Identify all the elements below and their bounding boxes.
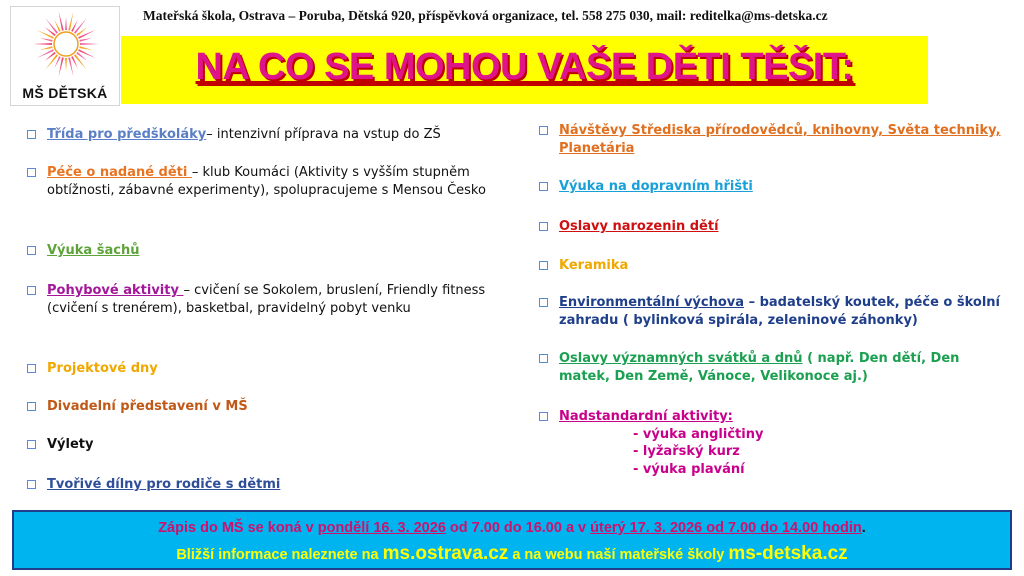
more-info-line: Bližší informace naleznete na ms.ostrava.cz a na webu naší mateřské školy ms-detska.cz	[176, 543, 848, 564]
checkbox-bullet-icon	[539, 298, 548, 307]
item-label: Oslavy narozenin dětí	[559, 219, 719, 234]
sun-ray	[68, 57, 73, 76]
checkbox-bullet-icon	[27, 402, 36, 411]
sun-ray	[74, 54, 87, 70]
sun-ray	[45, 54, 58, 70]
sun-ray	[45, 18, 58, 34]
list-item	[536, 122, 1010, 157]
list-item	[24, 360, 490, 378]
checkbox-bullet-icon	[27, 246, 36, 255]
sun-ray	[80, 43, 99, 45]
list-item	[24, 476, 490, 494]
item-description: – badatelský koutek, péče o školní zahradu ( bylinková spirála, zeleninové záhonky)	[559, 295, 1001, 328]
sun-icon	[31, 9, 101, 79]
list-item	[24, 436, 490, 454]
logo-text: MŠ DĚTSKÁ	[22, 85, 108, 101]
item-description: – klub Koumáci (Aktivity s vyšším stupněm obtížnosti, zábavné experimenty), spolupracujeme s Mensou Česko	[47, 165, 486, 198]
checkbox-bullet-icon	[27, 480, 36, 489]
sun-ray	[68, 12, 73, 31]
item-label: Keramika	[559, 258, 629, 273]
checkbox-bullet-icon	[27, 440, 36, 449]
sublist-item: - výuka plavání	[633, 461, 745, 477]
sun-ray	[65, 17, 67, 30]
item-label: Tvořivé dílny pro rodiče s dětmi	[47, 477, 281, 492]
sublist-item: - výuka angličtiny	[633, 426, 764, 442]
item-label: Výlety	[47, 437, 94, 452]
link-ms-detska[interactable]: ms-detska.cz	[728, 543, 848, 564]
sublist-item: - lyžařský kurz	[633, 444, 740, 459]
date-monday: pondělí 16. 3. 2026	[317, 520, 446, 536]
sun-ray	[36, 49, 54, 58]
list-item	[536, 218, 1010, 236]
sun-ray	[59, 57, 64, 76]
item-label: Péče o nadané děti	[47, 165, 192, 180]
enrollment-dates-line: Zápis do MŠ se koná v pondělí 16. 3. 2026 od 7.00 do 16.00 a v úterý 17. 3. 2026 od 7.00 do 14.00 hodin.	[158, 520, 866, 536]
school-logo	[10, 6, 120, 106]
sun-ray	[65, 58, 67, 71]
sun-ray	[79, 38, 92, 42]
sun-ray	[36, 30, 54, 39]
checkbox-bullet-icon	[539, 222, 548, 231]
checkbox-bullet-icon	[27, 168, 36, 177]
list-item	[536, 408, 1010, 478]
list-item	[24, 242, 490, 260]
list-item	[536, 257, 1010, 275]
sun-ray	[59, 12, 64, 31]
list-item	[24, 164, 490, 199]
list-item	[536, 350, 1010, 385]
checkbox-bullet-icon	[539, 182, 548, 191]
list-item	[24, 282, 490, 317]
sun-ray	[33, 43, 52, 45]
item-description: – cvičení se Sokolem, bruslení, Friendly fitness (cvičení s trenérem), basketbal, pravidelný pobyt venku	[47, 283, 486, 316]
checkbox-bullet-icon	[27, 286, 36, 295]
school-contact-line: Mateřská škola, Ostrava – Poruba, Dětská 920, příspěvková organizace, tel. 558 275 030, mail: reditelka@ms-detska.cz	[143, 8, 828, 23]
checkbox-bullet-icon	[27, 130, 36, 139]
sun-ray	[40, 46, 53, 50]
list-item	[536, 294, 1010, 329]
item-description: ( např. Den dětí, Den matek, Den Země, Vánoce, Velikonoce aj.)	[559, 351, 960, 384]
enrollment-info-box	[12, 510, 1012, 570]
sun-ray	[40, 38, 53, 42]
page-title: NA CO SE MOHOU VAŠE DĚTI TĚŠIT:	[195, 46, 854, 88]
item-description: – intenzivní příprava na vstup do ZŠ	[206, 127, 441, 142]
item-label: Výuka na dopravním hřišti	[559, 179, 753, 194]
item-label: Environmentální výchova	[559, 295, 745, 310]
sun-ray	[74, 18, 87, 34]
date-tuesday: úterý 17. 3. 2026	[590, 520, 703, 536]
list-item	[24, 398, 490, 416]
item-label: Projektové dny	[47, 361, 158, 376]
item-label: Oslavy významných svátků a dnů	[559, 351, 803, 366]
checkbox-bullet-icon	[27, 364, 36, 373]
extra-activities-sublist	[633, 426, 1010, 479]
sun-ray	[79, 46, 92, 50]
checkbox-bullet-icon	[539, 126, 548, 135]
list-item	[536, 178, 1010, 196]
item-label: Pohybové aktivity	[47, 283, 184, 298]
checkbox-bullet-icon	[539, 261, 548, 270]
item-label: Divadelní představení v MŠ	[47, 399, 248, 414]
list-item	[24, 126, 490, 144]
item-label: Návštěvy Střediska přírodovědců, knihovny, Světa techniky, Planetária	[559, 123, 1001, 156]
item-label: Nadstandardní aktivity:	[559, 409, 733, 424]
item-label: Výuka šachů	[47, 243, 140, 258]
item-label: Třída pro předškoláky	[47, 127, 207, 142]
sun-ray	[78, 49, 96, 58]
checkbox-bullet-icon	[539, 354, 548, 363]
title-banner	[121, 36, 928, 104]
link-ms-ostrava[interactable]: ms.ostrava.cz	[382, 543, 509, 564]
checkbox-bullet-icon	[539, 412, 548, 421]
sun-ray	[78, 30, 96, 39]
